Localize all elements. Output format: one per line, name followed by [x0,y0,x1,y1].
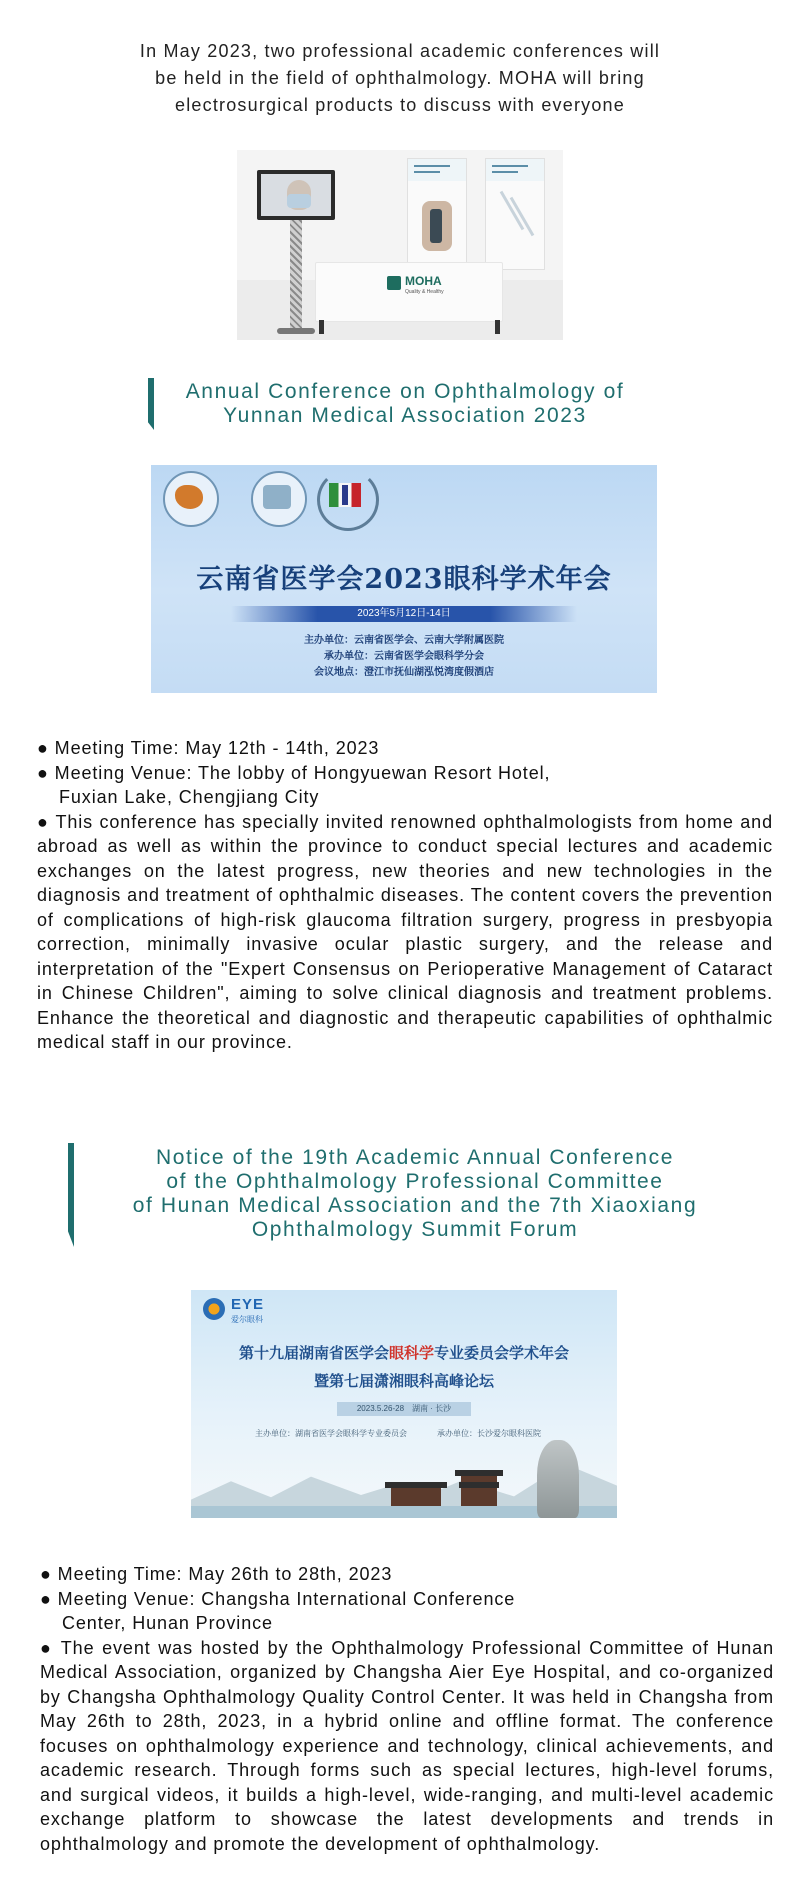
table-leg [319,320,324,334]
poster-co-organizer: 承办单位：云南省医学会眼科学分会 [324,651,484,662]
poster-title [191,1342,617,1363]
pavilion-roof [385,1482,447,1488]
stand-base [277,328,315,334]
banner-header [486,159,544,181]
pavilion-roof [459,1482,499,1488]
hospital-emblem-icon [329,483,361,507]
roll-up-banner-left [407,158,467,270]
intro-line: electrosurgical products to discuss with everyone [175,95,625,115]
moha-logo-icon [387,276,401,290]
pavilion [391,1488,441,1506]
poster-organizer: 主办单位：湖南省医学会眼科学专业委员会 [255,1429,407,1438]
hunan-conference-poster [191,1290,617,1518]
heading-line: Ophthalmology Summit Forum [251,1218,579,1241]
poster-subtitle: 暨第七届潇湘眼科高峰论坛 [313,1372,494,1390]
meeting-time: ● Meeting Time: May 12th - 14th, 2023 [37,738,380,758]
banner-header [408,159,466,181]
banner-text-line [414,171,440,173]
table-leg [495,320,500,334]
poster-date: 2023.5.26-28 湖南 · 长沙 [337,1402,471,1416]
yunnan-conference-poster [151,465,657,693]
intro-line: be held in the field of ophthalmology. MOHA will bring [155,68,645,88]
poster-co-organizer: 承办单位：长沙爱尔眼科医院 [437,1429,541,1438]
display-monitor [257,170,335,220]
truss-stand [290,220,302,332]
banner-text-line [492,165,528,167]
booth-photo [237,150,563,340]
intro-text [120,38,680,119]
eye-logo-subtext: 爱尔眼科 [231,1315,263,1324]
poster-title-part: 第十九届湖南省医学会 [238,1344,389,1362]
moha-logo-text: MOHA [405,274,442,288]
banner-text-line [492,171,518,173]
meeting-venue: ● Meeting Venue: The lobby of Hongyuewan Resort Hotel, [37,762,551,783]
heading-line: Yunnan Medical Association 2023 [223,404,587,427]
heading-line: Annual Conference on Ophthalmology of [185,380,625,403]
meeting-venue-cont: Fuxian Lake, Chengjiang City [59,787,320,807]
poster-title-part: 专业委员会学术年会 [434,1344,570,1362]
roll-up-banner-right [485,158,545,270]
intro-line: In May 2023, two professional academic conferences will [139,41,661,61]
poster-date: 2023年5月12日-14日 [231,606,577,622]
pavilion [461,1476,497,1506]
conference-description: ● This conference has specially invited renowned ophthalmologists from home and abroad as well as within the province to conduct special lectures and academic exchanges on the latest progress, new theories and new technologies in the diagnosis and treatment of ophthalmic diseases. The content covers the prevention of complications of high-risk glaucoma filtration surgery, progress in presbyopia correction, minimally invasive ocular plastic surgery, and the release and interpretation of the "Expert Consensus on Perioperative Management of Cataract in Chinese Children", aiming to solve clinical diagnosis and treatment problems. Enhance the theoretical and diagnostic and therapeutic capabilities of ophthalmic medical staff in our province. [37,811,773,1052]
poster-title-highlight: 眼科学 [388,1344,434,1362]
meeting-venue-cont: Center, Hunan Province [62,1613,273,1633]
banner-text-line [414,165,450,167]
heading-accent-bar [68,1143,74,1247]
device-image [430,209,442,243]
conference2-details [40,1562,774,1856]
heading-line: of Hunan Medical Association and the 7th Xiaoxiang [132,1194,698,1217]
conference-description: ● The event was hosted by the Ophthalmology Professional Committee of Hunan Medical Association, organized by Changsha Aier Eye Hospital, and co-organized by Changsha Ophthalmology Quality Control Center. It was held in Changsha from May 26th to 28th, 2023, in a hybrid online and offline format. The conference focuses on ophthalmology experience and technology, clinical achievements, and academic research. Through forms such as special lectures, high-level forums, and surgical videos, it builds a high-level, wide-ranging, and multi-level academic exchange platform to showcase the latest developments and trends in ophthalmology and promote the development of ophthalmology. [40,1637,774,1854]
heading-line: of the Ophthalmology Professional Committee [166,1170,664,1193]
eye-logo-icon [203,1298,225,1320]
surgical-mask [287,194,311,208]
conference2-heading [90,1146,740,1242]
meeting-time: ● Meeting Time: May 26th to 28th, 2023 [40,1564,393,1584]
poster-venue: 会议地点：澄江市抚仙湖泓悦湾度假酒店 [314,667,494,678]
poster-organizer: 主办单位：云南省医学会、云南大学附属医院 [304,635,504,646]
monitor-screen [261,174,331,216]
heading-accent-bar [148,378,154,430]
statue [537,1440,579,1518]
pavilion-roof [455,1470,503,1476]
conference1-details [37,736,773,1055]
meeting-venue: ● Meeting Venue: Changsha International Conference [40,1588,516,1609]
conference1-heading [160,380,650,428]
heading-line: Notice of the 19th Academic Annual Conference [156,1146,674,1169]
university-seal-icon [251,471,307,527]
moha-logo-subtext: Quality & Healthy [405,289,444,295]
association-seal-icon [163,471,219,527]
poster-title: 云南省医学会2023眼科学术年会 [196,564,612,595]
eye-logo-text: EYE [231,1296,265,1313]
